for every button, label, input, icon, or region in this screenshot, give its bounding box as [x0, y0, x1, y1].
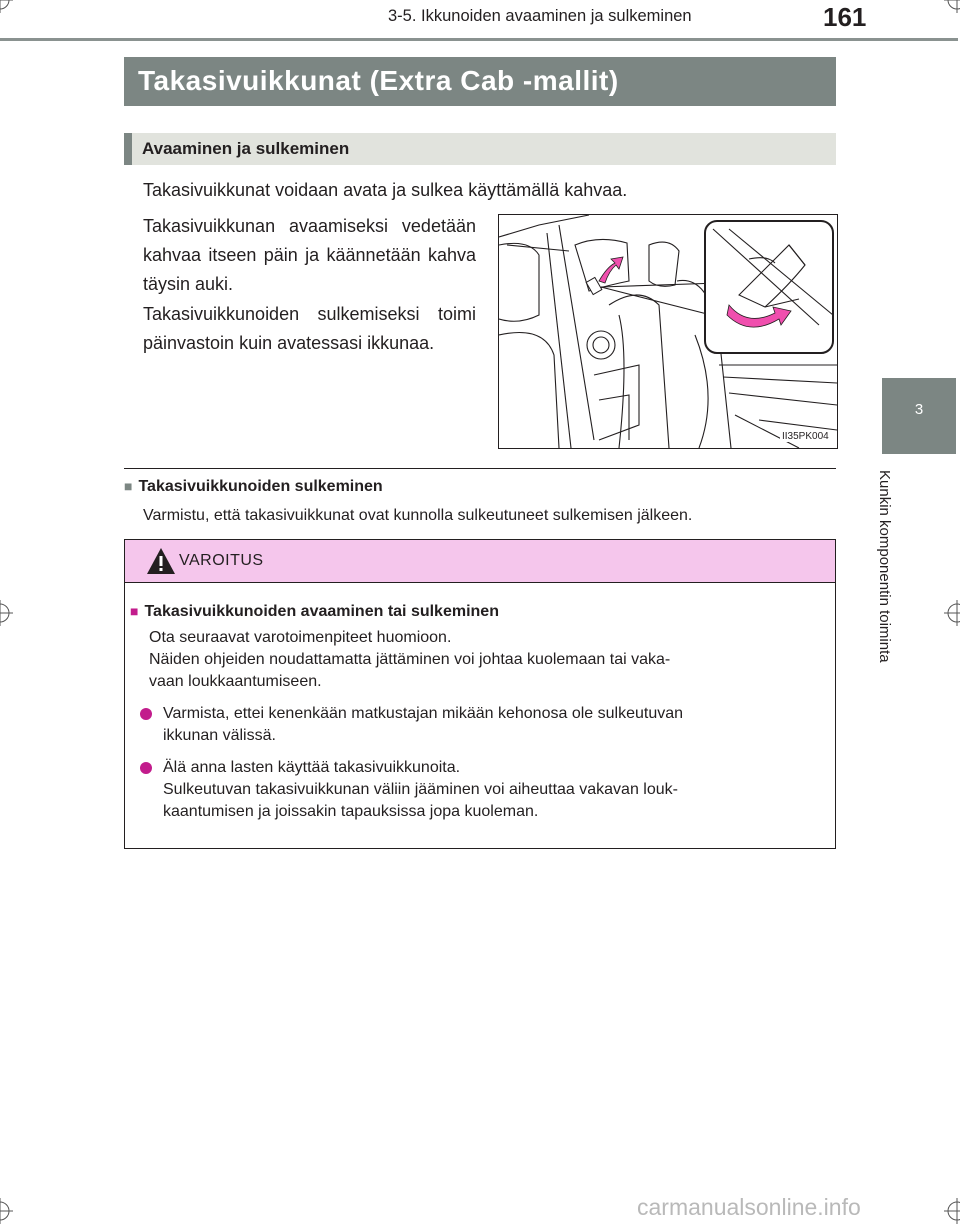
bullet-text: Älä anna lasten käyttää takasivuikkunoita.	[163, 759, 461, 776]
registration-mark	[944, 600, 960, 626]
square-bullet-icon: ■	[130, 603, 139, 619]
illustration-drawing	[499, 215, 837, 448]
intro-text: Takasivuikkunat voidaan avata ja sulkea käyttämällä kahvaa.	[143, 180, 628, 200]
registration-mark	[944, 0, 960, 13]
note-title	[124, 478, 383, 496]
warning-paragraph: vaan loukkaantumiseen.	[149, 673, 322, 690]
chapter-tab: 3	[882, 378, 956, 454]
warning-title	[130, 600, 499, 623]
chapter-label-wrap	[873, 470, 913, 720]
bullet-dot-icon	[140, 762, 152, 774]
watermark: carmanualsonline.info	[637, 1194, 861, 1220]
subheading-accent	[124, 133, 132, 165]
page-number: 161	[823, 2, 867, 32]
bullet-text: kaantumisen ja joissakin tapauksissa jopa kuoleman.	[163, 803, 539, 820]
square-bullet-icon: ■	[124, 478, 133, 494]
divider	[124, 468, 836, 469]
warning-paragraph: Näiden ohjeiden noudattamatta jättäminen voi johtaa kuolemaan tai vaka-	[149, 651, 671, 668]
chapter-label: Kunkin komponentin toiminta	[876, 470, 893, 663]
note-body: Varmistu, että takasivuikkunat ovat kunnolla sulkeutuneet sulkemisen jälkeen.	[143, 507, 693, 524]
figure-code: II35PK004	[782, 431, 829, 442]
warning-triangle-icon	[146, 547, 176, 575]
bullet-text: Varmista, ettei kenenkään matkustajan mikään kehonosa ole sulkeutuvan	[163, 705, 684, 722]
registration-mark	[0, 600, 13, 626]
opening-instructions: Takasivuikkunan avaamiseksi vedetään kahvaa itseen päin ja käännetään kahva täysin auki.	[143, 216, 476, 294]
header-rule	[0, 38, 958, 41]
section-title-bar	[124, 57, 836, 106]
warning-box	[124, 539, 836, 849]
registration-mark	[0, 0, 13, 13]
note-title-text: Takasivuikkunoiden sulkeminen	[138, 478, 383, 495]
bullet-text: Sulkeutuvan takasivuikkunan väliin jääminen voi aiheuttaa vakavan louk-	[163, 781, 678, 798]
warning-paragraph: Ota seuraavat varotoimenpiteet huomioon.	[149, 629, 452, 646]
registration-mark	[0, 1198, 13, 1224]
running-header: 3-5. Ikkunoiden avaaminen ja sulkeminen	[388, 7, 692, 25]
warning-title-text: Takasivuikkunoiden avaaminen tai sulkeminen	[144, 603, 499, 620]
closing-instructions: Takasivuikkunoiden sulkemiseksi toimi päinvastoin kuin avatessasi ikkunaa.	[143, 304, 476, 353]
registration-mark	[944, 1198, 960, 1224]
warning-label: VAROITUS	[179, 552, 264, 569]
bullet-text: ikkunan välissä.	[163, 727, 276, 744]
subheading: Avaaminen ja sulkeminen	[142, 139, 350, 158]
warning-header	[125, 540, 835, 583]
section-title: Takasivuikkunat (Extra Cab -mallit)	[138, 65, 619, 96]
window-handle-illustration	[498, 214, 838, 449]
bullet-dot-icon	[140, 708, 152, 720]
subheading-bar	[124, 133, 836, 165]
